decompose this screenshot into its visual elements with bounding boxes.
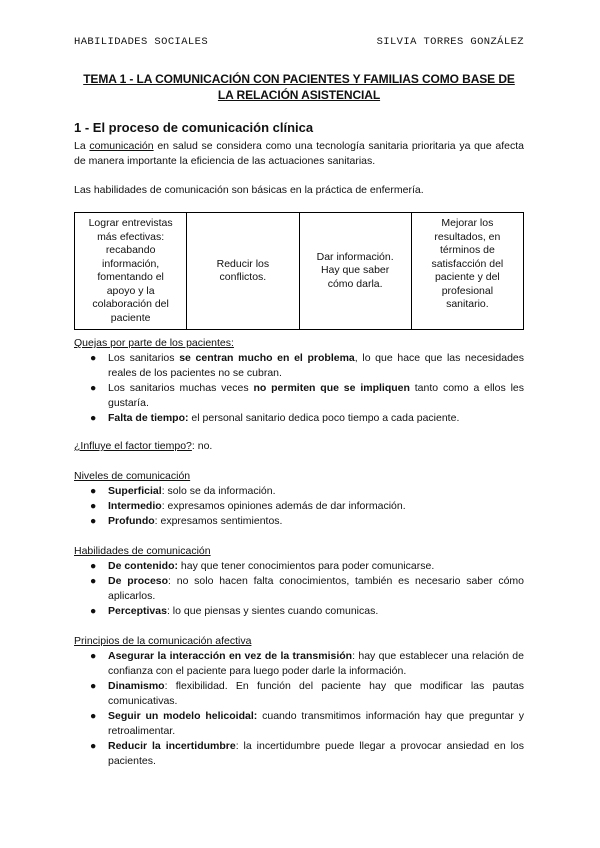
bullet-icon: ● bbox=[90, 352, 97, 364]
list-item: ● Dinamismo: flexibilidad. En función del paciente hay que modificar las pautas comunicativas. bbox=[90, 680, 524, 707]
intro-text-post: en salud se considera como una tecnología sanitaria prioritaria ya que afecta de manera importante la eficiencia de las actuaciones sanitarias. bbox=[74, 140, 524, 167]
objectives-table bbox=[74, 212, 524, 330]
list-item: ● Los sanitarios muchas veces no permiten que se impliquen tanto como a ellos les gustaría. bbox=[90, 382, 524, 409]
bullet-icon: ● bbox=[90, 680, 97, 692]
list-item: ● Profundo: expresamos sentimientos. bbox=[90, 515, 283, 527]
section-heading: 1 - El proceso de comunicación clínica bbox=[74, 120, 314, 135]
skills-paragraph: Las habilidades de comunicación son básicas en la práctica de enfermería. bbox=[74, 184, 424, 196]
keyword-comunicacion: comunicación bbox=[89, 140, 154, 152]
skills-list bbox=[74, 559, 524, 619]
bullet-icon: ● bbox=[90, 605, 97, 617]
complaints-title: Quejas por parte de los pacientes: bbox=[74, 337, 234, 349]
intro-text-pre: La bbox=[74, 140, 90, 152]
bullet-icon: ● bbox=[90, 575, 97, 587]
document-body bbox=[74, 120, 524, 769]
intro-paragraph bbox=[74, 139, 524, 169]
time-factor-answer: : no. bbox=[191, 440, 213, 452]
time-factor-line bbox=[74, 439, 524, 454]
bullet-icon: ● bbox=[90, 500, 97, 512]
bullet-icon: ● bbox=[90, 710, 97, 722]
list-item: ● De proceso: no solo hacen falta conocimientos, también es necesario saber cómo aplicarlos. bbox=[90, 575, 525, 602]
bullet-icon: ● bbox=[90, 382, 97, 394]
list-item: ● Perceptivas: lo que piensas y sientes cuando comunicas. bbox=[90, 605, 379, 617]
list-item: ● Reducir la incertidumbre: la incertidumbre puede llegar a provocar ansiedad en los pacientes. bbox=[90, 740, 525, 767]
objective-box: Dar información. Hay que saber cómo darla. bbox=[299, 213, 411, 330]
title-line-1: TEMA 1 - LA COMUNICACIÓN CON PACIENTES Y FAMILIAS COMO BASE DE bbox=[83, 72, 515, 86]
levels-title: Niveles de comunicación bbox=[74, 470, 191, 482]
bullet-icon: ● bbox=[90, 740, 97, 752]
skills-title: Habilidades de comunicación bbox=[74, 545, 211, 557]
bullet-icon: ● bbox=[90, 560, 97, 572]
levels-list bbox=[74, 484, 524, 529]
list-item: ● Superficial: solo se da información. bbox=[90, 485, 276, 497]
header-subject: HABILIDADES SOCIALES bbox=[74, 36, 209, 48]
complaints-section bbox=[74, 336, 524, 426]
principles-section bbox=[74, 634, 524, 769]
complaints-list bbox=[74, 351, 524, 426]
bullet-icon: ● bbox=[90, 412, 97, 424]
list-item: ● De contenido: hay que tener conocimientos para poder comunicarse. bbox=[90, 560, 435, 572]
time-factor-question: ¿Influye el factor tiempo? bbox=[74, 440, 192, 452]
title-line-2: LA RELACIÓN ASISTENCIAL bbox=[217, 88, 381, 102]
list-item: ● Falta de tiempo: el personal sanitario dedica poco tiempo a cada paciente. bbox=[90, 412, 460, 424]
objective-box: Reducir los conflictos. bbox=[187, 213, 299, 330]
list-item: ● Los sanitarios se centran mucho en el problema, lo que hace que las necesidades reales de los pacientes no se cubran. bbox=[90, 352, 524, 379]
principles-list bbox=[74, 649, 524, 769]
levels-section bbox=[74, 469, 524, 529]
page-header bbox=[74, 36, 524, 48]
objective-box: Mejorar los resultados, en términos de satisfacción del paciente y del profesional sanitario. bbox=[411, 213, 523, 330]
bullet-icon: ● bbox=[90, 650, 97, 662]
list-item: ● Asegurar la interacción en vez de la transmisión: hay que establecer una relación de confianza con el paciente para luego poder darle la información. bbox=[90, 650, 524, 677]
principles-title: Principios de la comunicación afectiva bbox=[74, 635, 252, 647]
header-author: SILVIA TORRES GONZÁLEZ bbox=[376, 36, 524, 48]
list-item: ● Seguir un modelo helicoidal: cuando transmitimos información hay que preguntar y retroalimentar. bbox=[90, 710, 524, 737]
bullet-icon: ● bbox=[90, 515, 97, 527]
bullet-icon: ● bbox=[90, 485, 97, 497]
page-title bbox=[74, 71, 524, 103]
skills-section bbox=[74, 544, 524, 619]
objective-box: Lograr entrevistas más efectivas: recabando información, fomentando el apoyo y la colaboración del paciente bbox=[75, 213, 187, 330]
list-item: ● Intermedio: expresamos opiniones además de dar información. bbox=[90, 500, 406, 512]
